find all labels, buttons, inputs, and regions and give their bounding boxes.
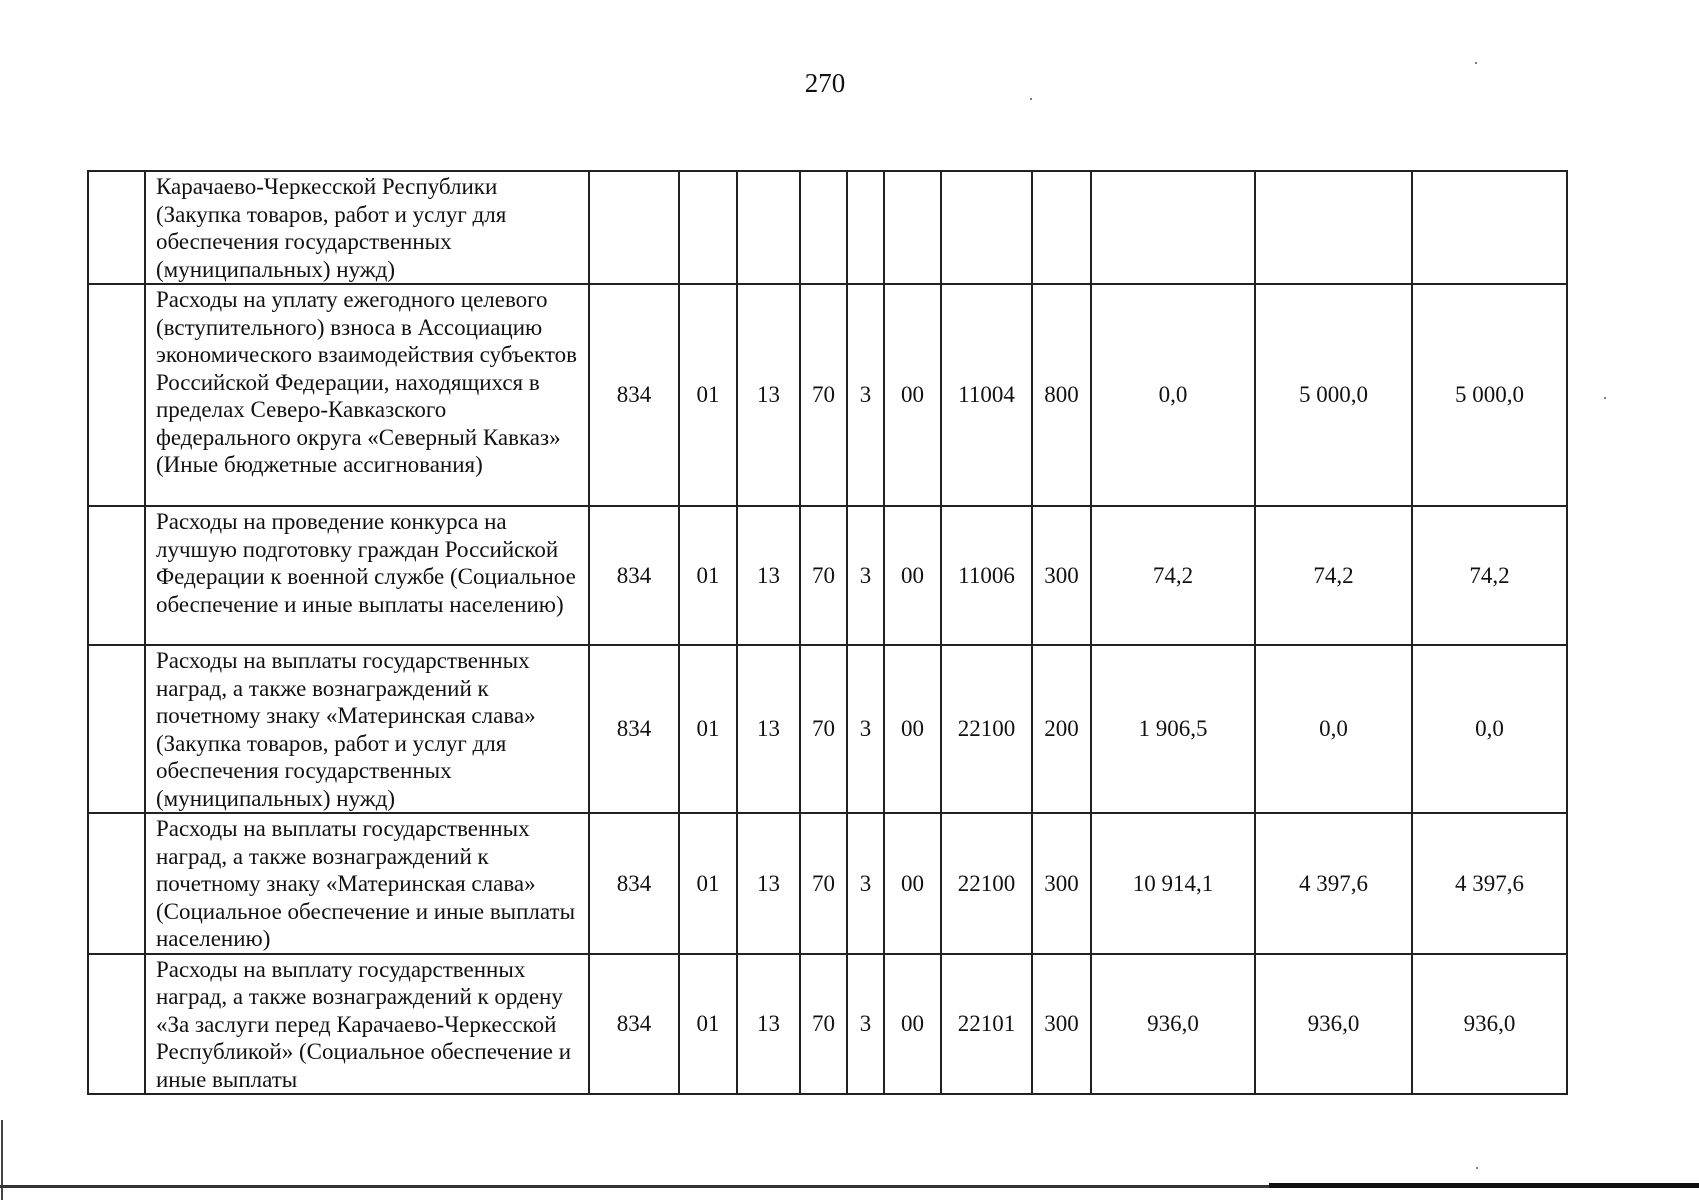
row-number-cell: [88, 506, 145, 645]
expense-type-cell: 800: [1032, 284, 1091, 506]
expense-type-cell: [1032, 171, 1091, 284]
amount-1-cell: 1 906,5: [1091, 645, 1255, 813]
subsection-code-cell: 13: [737, 813, 800, 954]
table-row: [88, 813, 1567, 954]
ministry-code-cell: 834: [589, 954, 679, 1095]
ministry-code-cell: 834: [589, 645, 679, 813]
table-row: [88, 284, 1567, 506]
ministry-code-cell: [589, 171, 679, 284]
description-cell: Карачаево-Черкесской Республики (Закупка товаров, работ и услуг для обеспечения государственных (муниципальных) нужд): [145, 171, 589, 284]
section-code-cell: [679, 171, 737, 284]
amount-1-cell: 74,2: [1091, 506, 1255, 645]
direction-code-cell: 22101: [941, 954, 1032, 1095]
scan-bottom-line-thick: [1269, 1183, 1699, 1188]
expense-type-cell: 300: [1032, 506, 1091, 645]
activity-code-cell: 00: [884, 284, 941, 506]
activity-code-cell: 00: [884, 645, 941, 813]
amount-3-cell: 74,2: [1412, 506, 1567, 645]
subprogram-code-cell: 3: [847, 284, 884, 506]
activity-code-cell: 00: [884, 954, 941, 1095]
amount-2-cell: 74,2: [1255, 506, 1412, 645]
amount-1-cell: 0,0: [1091, 284, 1255, 506]
table-row: [88, 171, 1567, 284]
program-code-cell: 70: [800, 284, 847, 506]
expense-type-cell: 200: [1032, 645, 1091, 813]
section-code-cell: 01: [679, 284, 737, 506]
amount-3-cell: 5 000,0: [1412, 284, 1567, 506]
section-code-cell: 01: [679, 813, 737, 954]
row-number-cell: [88, 813, 145, 954]
amount-2-cell: 936,0: [1255, 954, 1412, 1095]
subprogram-code-cell: [847, 171, 884, 284]
row-number-cell: [88, 645, 145, 813]
expense-type-cell: 300: [1032, 954, 1091, 1095]
program-code-cell: [800, 171, 847, 284]
direction-code-cell: [941, 171, 1032, 284]
activity-code-cell: 00: [884, 813, 941, 954]
subsection-code-cell: 13: [737, 506, 800, 645]
section-code-cell: 01: [679, 506, 737, 645]
program-code-cell: 70: [800, 813, 847, 954]
activity-code-cell: [884, 171, 941, 284]
scan-speck: [1030, 98, 1032, 100]
amount-2-cell: 5 000,0: [1255, 284, 1412, 506]
subsection-code-cell: 13: [737, 284, 800, 506]
scan-speck: [1475, 62, 1477, 64]
amount-3-cell: 0,0: [1412, 645, 1567, 813]
page-number: 270: [804, 68, 846, 98]
budget-table: [87, 170, 1568, 1095]
amount-2-cell: [1255, 171, 1412, 284]
amount-3-cell: [1412, 171, 1567, 284]
row-number-cell: [88, 171, 145, 284]
table-row: [88, 954, 1567, 1095]
ministry-code-cell: 834: [589, 813, 679, 954]
amount-1-cell: 936,0: [1091, 954, 1255, 1095]
row-number-cell: [88, 954, 145, 1095]
subsection-code-cell: 13: [737, 954, 800, 1095]
amount-1-cell: 10 914,1: [1091, 813, 1255, 954]
subsection-code-cell: [737, 171, 800, 284]
scan-speck: [1476, 1167, 1478, 1169]
direction-code-cell: 22100: [941, 813, 1032, 954]
section-code-cell: 01: [679, 645, 737, 813]
description-cell: Расходы на выплаты государственных наград, а также вознаграждений к почетному знаку «Материнская слава» (Закупка товаров, работ и услуг для обеспечения государственных (муниципальных) нужд): [145, 645, 589, 813]
ministry-code-cell: 834: [589, 284, 679, 506]
amount-1-cell: [1091, 171, 1255, 284]
direction-code-cell: 11006: [941, 506, 1032, 645]
section-code-cell: 01: [679, 954, 737, 1095]
subprogram-code-cell: 3: [847, 645, 884, 813]
direction-code-cell: 11004: [941, 284, 1032, 506]
description-cell: Расходы на выплату государственных наград, а также вознаграждений к ордену «За заслуги перед Карачаево-Черкесской Республикой» (Социальное обеспечение и иные выплаты: [145, 954, 589, 1095]
amount-3-cell: 936,0: [1412, 954, 1567, 1095]
subprogram-code-cell: 3: [847, 506, 884, 645]
description-cell: Расходы на проведение конкурса на лучшую подготовку граждан Российской Федерации к военной службе (Социальное обеспечение и иные выплаты населению): [145, 506, 589, 645]
amount-3-cell: 4 397,6: [1412, 813, 1567, 954]
subsection-code-cell: 13: [737, 645, 800, 813]
ministry-code-cell: 834: [589, 506, 679, 645]
subprogram-code-cell: 3: [847, 813, 884, 954]
direction-code-cell: 22100: [941, 645, 1032, 813]
table-row: [88, 506, 1567, 645]
subprogram-code-cell: 3: [847, 954, 884, 1095]
row-number-cell: [88, 284, 145, 506]
table-row: [88, 645, 1567, 813]
activity-code-cell: 00: [884, 506, 941, 645]
description-cell: Расходы на выплаты государственных наград, а также вознаграждений к почетному знаку «Материнская слава» (Социальное обеспечение и иные выплаты населению): [145, 813, 589, 954]
program-code-cell: 70: [800, 954, 847, 1095]
program-code-cell: 70: [800, 506, 847, 645]
amount-2-cell: 0,0: [1255, 645, 1412, 813]
expense-type-cell: 300: [1032, 813, 1091, 954]
scan-edge-mark: [1, 1120, 3, 1200]
program-code-cell: 70: [800, 645, 847, 813]
description-cell: Расходы на уплату ежегодного целевого (вступительного) взноса в Ассоциацию экономического взаимодействия субъектов Российской Федерации, находящихся в пределах Северо-Кавказского федерального округа «Северный Кавказ» (Иные бюджетные ассигнования): [145, 284, 589, 506]
scan-speck: [1604, 397, 1606, 399]
amount-2-cell: 4 397,6: [1255, 813, 1412, 954]
